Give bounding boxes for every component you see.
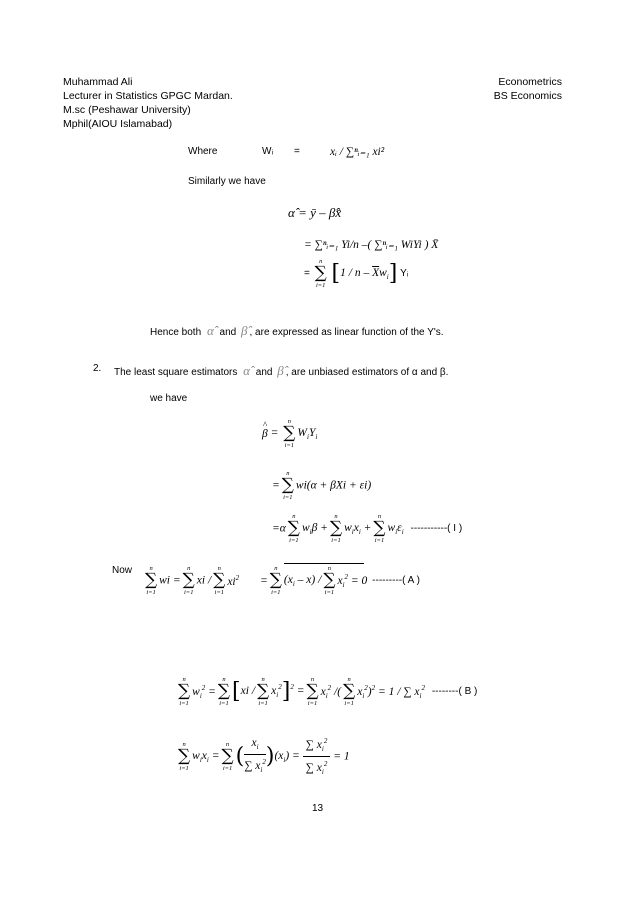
beta-substitution: = n ∑ i=1 wi(α + βXi + εi) — [272, 470, 372, 501]
alpha-expansion-line: = ∑ⁿᵢ₌₁ Yi/n –( ∑ⁿᵢ₌₁ WiYi ) X̄ — [304, 239, 439, 251]
course-name: Econometrics — [498, 76, 562, 88]
hence-line — [150, 323, 444, 339]
item-2-line — [114, 363, 448, 379]
equation-A: n ∑ i=1 wi = n ∑ i=1 xi / n ∑ i=1 $xi^2$ = n ∑ i=1 $(x_i - x)$ / n ∑ i=1 $x_i^2 = 0$ ---------( A ) — [145, 565, 420, 596]
alpha-linear-form — [304, 258, 408, 294]
author-title: Lecturer in Statistics GPGC Mardan. — [63, 90, 233, 102]
label-A: ---------( A ) — [372, 575, 420, 586]
similarly-text: Similarly we have — [188, 176, 266, 187]
wi-definition: xᵢ / ∑ⁿᵢ₌₁ xi² — [330, 146, 385, 158]
beta-hat-symbol-2: β̂ — [277, 363, 284, 378]
hence-and: and — [219, 327, 237, 338]
equals-sign: = — [294, 146, 300, 157]
now-text: Now — [112, 565, 133, 576]
beta-hat-definition: ^ β = n ∑ i=1 $W_iY_i$ — [262, 418, 317, 449]
alpha-hat-equation: α̂ = ȳ – β̂x̄ — [288, 205, 342, 220]
author-degree-msc: M.sc (Peshawar University) — [63, 104, 191, 116]
equals-prefix: = — [304, 268, 310, 279]
author-name: Muhammad Ali — [63, 76, 133, 88]
now-label — [112, 565, 132, 576]
bracket-term: [1 / n – $\overline{X}w_i$] — [331, 261, 398, 286]
hence-text: Hence both — [150, 327, 202, 338]
we-have-text: we have — [150, 393, 188, 404]
summation-symbol: n ∑ i=1 — [314, 258, 327, 289]
hence-tail: , are expressed as linear function of the Y's. — [249, 327, 444, 338]
label-B: --------( B ) — [431, 686, 478, 697]
label-I: -----------( I ) — [410, 523, 463, 534]
overline-bar — [284, 563, 364, 564]
yi-term: Yᵢ — [400, 268, 409, 279]
wi-symbol: Wᵢ — [262, 146, 274, 157]
equation-B: n ∑ i=1 $w_i^2$ = n ∑ i=1 [xi / n ∑ i=1 $x_i^2]^2$ = n ∑ i=1 $x_i^2$ /( n ∑ i=1 $x_i^2)^2 = 1$ / ∑ $x_i^2$ --------( B ) — [178, 676, 478, 707]
equation-wixi: n ∑ i=1 $w_ix_i$ = n ∑ i=1 ( $\frac{x_i}{\sum x_i^2}$ )$(x_i)$ = $\frac{\sum x_i^2}{\sum x_i^2}$ = 1 — [176, 734, 350, 779]
equation-I: =α n ∑ i=1 $w_i\beta$ + n ∑ i=1 $w_ix_i$ + n ∑ i=1 $w_i\varepsilon_i$ -----------( I ) — [272, 513, 463, 544]
item-text-a: The least square estimators — [114, 367, 238, 378]
author-degree-mphil: Mphil(AIOU Islamabad) — [63, 118, 173, 130]
item-text-c: , are unbiased estimators of α and β. — [285, 367, 449, 378]
alpha-hat-symbol: α̂ — [206, 323, 214, 338]
item-number: 2. — [93, 363, 102, 374]
page-number: 13 — [312, 803, 324, 814]
program-name: BS Economics — [493, 90, 562, 102]
beta-hat-symbol: β̂ — [241, 323, 248, 338]
alpha-hat-symbol-2: α̂ — [243, 363, 250, 378]
item-text-b: and — [255, 367, 273, 378]
where-label: Where — [188, 146, 218, 157]
